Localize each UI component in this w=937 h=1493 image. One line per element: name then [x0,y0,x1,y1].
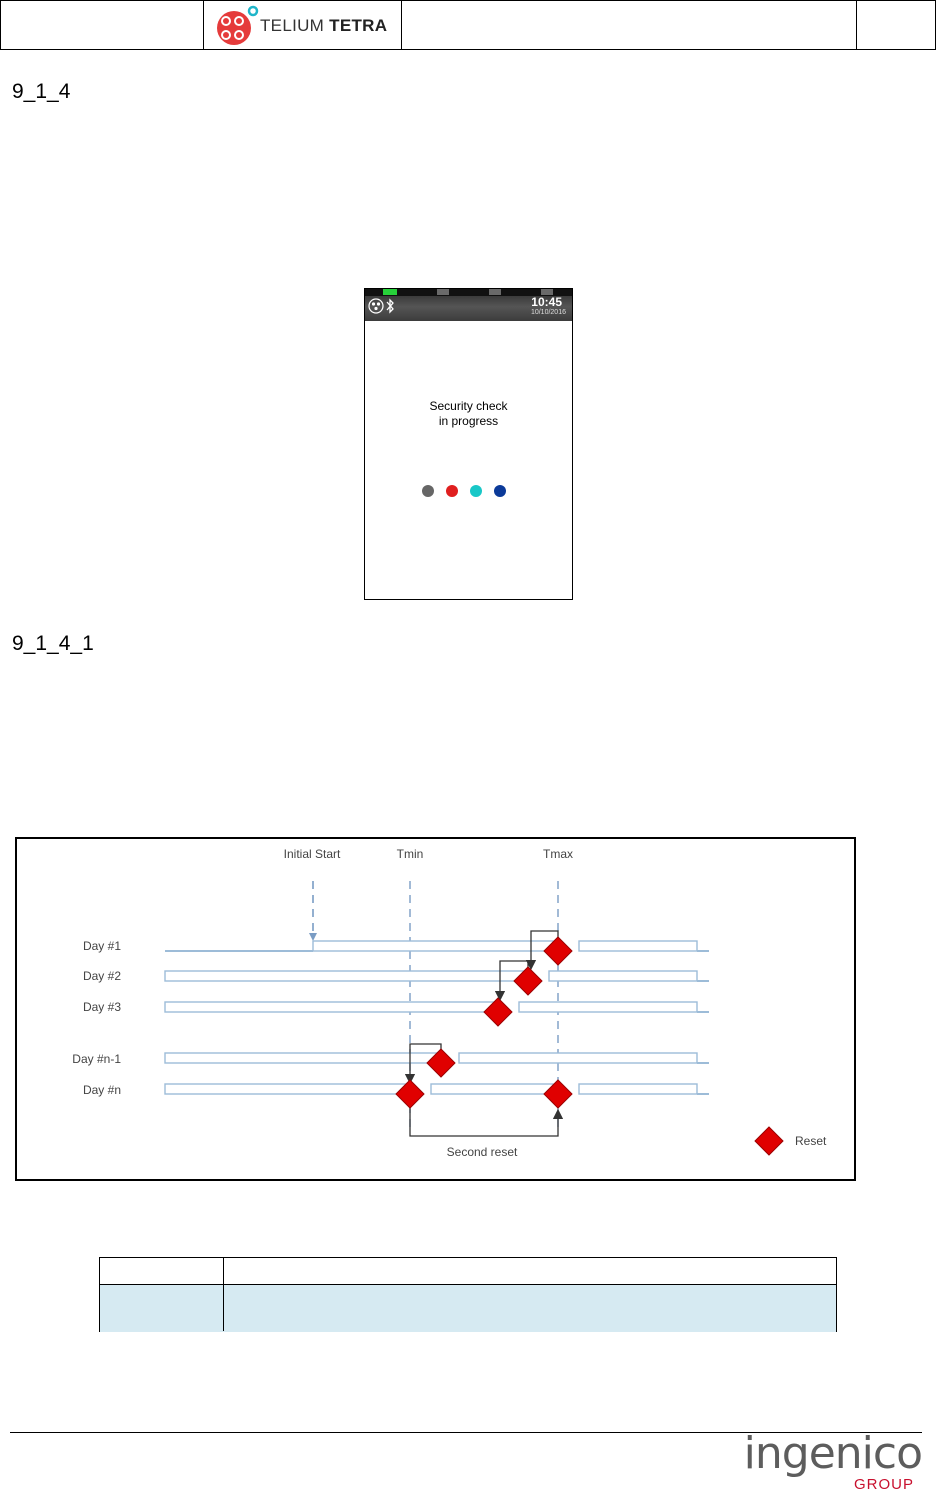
legend-reset-diamond-icon [755,1127,783,1155]
day-3-bar-after [519,1002,697,1012]
row-label-day-2: Day #2 [82,969,121,983]
row-label-day-3: Day #3 [82,1000,121,1014]
label-initial-start: Initial Start [283,847,341,861]
security-check-line2: in progress [438,414,499,428]
progress-dot-blue [494,485,506,497]
device-time: 10:45 [531,295,562,309]
day-3-bar [165,1002,497,1012]
label-tmax: Tmax [543,847,573,861]
bluetooth-icon [385,298,395,319]
row-label-day-n: Day #n [82,1083,121,1097]
row-label-day-1: Day #1 [82,939,121,953]
day-1-bar [313,941,553,951]
header-cell-left [1,1,204,49]
header-cell-middle [401,1,857,49]
day-1-bar-after [579,941,697,951]
reset-timing-diagram [15,837,856,1181]
section-title-9-1-4: 9_1_4 [12,80,71,103]
document-header [0,0,936,50]
day-n-1-bar [165,1053,437,1063]
legend-reset-label: Reset [795,1134,827,1148]
day-n-bar-middle [431,1084,553,1094]
info-table [99,1257,837,1332]
terminal-status-icon [368,298,384,319]
initial-start-arrow-icon [309,933,317,941]
label-tmin: Tmin [396,847,424,861]
logo-word-telium: TELIUM [260,16,325,35]
brand-group: GROUP [853,1476,914,1493]
telium-tetra-logo [215,5,395,45]
device-status-bar [365,289,572,321]
green-led-indicator [383,289,397,295]
progress-dot-cyan [470,485,482,497]
telium-logo-icon [215,5,259,47]
second-reset-connector [410,1107,558,1136]
ingenico-group-logo [743,1428,928,1493]
day-n-bar-after [579,1084,697,1094]
day-2-bar [165,971,527,981]
header-cell-logo [203,1,402,49]
row-label-day-n-1: Day #n-1 [72,1052,121,1066]
device-date: 10/10/2016 [530,309,566,316]
progress-dot-red [446,485,458,497]
label-second-reset: Second reset [446,1145,518,1159]
device-screenshot [364,288,573,600]
logo-word-tetra: TETRA [329,16,388,35]
day-n-bar [165,1084,409,1094]
info-table-row-highlighted [100,1284,836,1332]
day-2-bar-after [549,971,697,981]
progress-dot-gray [422,485,434,497]
day-n-1-bar-after [459,1053,697,1063]
security-check-line1: Security check [429,399,508,413]
brand-name: ingenico [743,1428,922,1479]
info-table-column-divider [223,1258,224,1331]
section-title-9-1-4-1: 9_1_4_1 [12,632,94,655]
